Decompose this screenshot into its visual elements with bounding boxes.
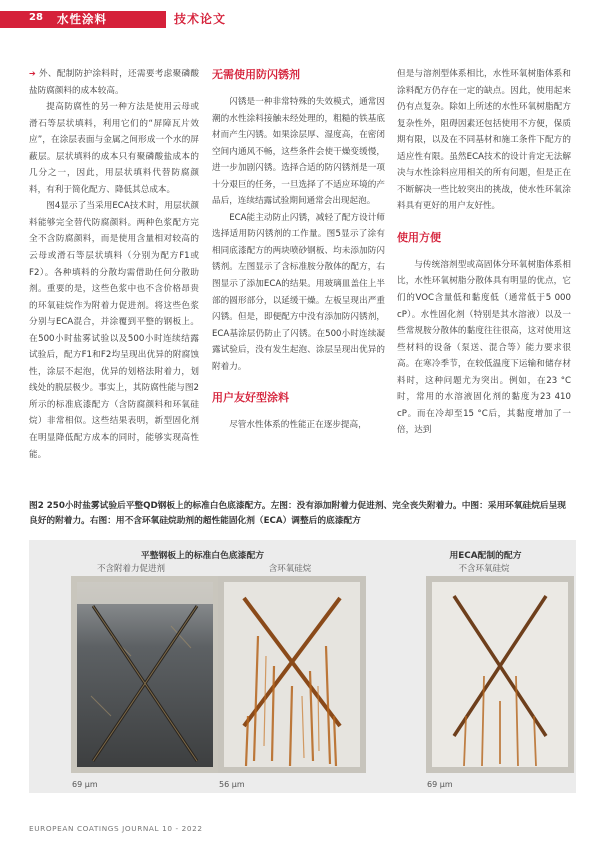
journal-footer: EUROPEAN COATINGS JOURNAL 10 - 2022: [29, 824, 203, 833]
category-label: 技术论文: [174, 12, 227, 26]
article-column-2: [212, 66, 385, 434]
paragraph: 但是与溶剂型体系相比，水性环氧树脂体系和涂料配方仍存在一定的缺点。因此，使用起来仍有点复杂。除如上所述的水性环氧树脂配方复杂性外，阻碍因素还包括使用不方便，保质期有限，以及在不同基材和施工条件下配方的适应性有限。虽然ECA技术的设计肯定无法解决与水性涂料应用相关的所有问题，但是正在不断解决一些比较突出的挑战，使水性环氧涂料具有更好的用户友好性。: [397, 69, 571, 212]
section-heading: 无需使用防闪锈剂: [212, 68, 300, 81]
paragraph: 图4显示了当采用ECA技术时，用层状颜料能够完全替代防腐颜料。两种色浆配方完全不含防腐颜料，而是使用含量相对较高的云母或滑石等层状填料（分别为配方F1或F2）。各种填料的分散均需借助任何分散助剂。重要的是，这些色浆中也不含价格昂贵的环氧硅烷作为附着力促进剂。将这些色浆分别与ECA混合，并涂覆到平整的钢板上。在500小时盐雾试验以及500小时连续结露试验后，配方F1和F2均呈现出优异的附腐蚀性，涂层不起泡，优异的划格法附着力，划线处的脱层极少。事实上，其防腐性能与图2所示的标准底漆配方（含防腐颜料和环氧硅烷）非常相似。这些结果表明，新型固化剂在明显降低配方成本的同时，能够实现高性能。: [29, 201, 199, 460]
test-panel-no-promoter: [71, 576, 219, 773]
article-column-3: [397, 66, 571, 439]
figure-caption: 图2 250小时盐雾试验后平整QD钢板上的标准白色底漆配方。左图：没有添加附着力促进剂、完全丧失附着力。中图：采用环氧硅烷后呈现良好的附着力。右图：用不含环氧硅烷助剂的超性能固化剂（ECA）调整后的底漆配方: [29, 501, 566, 526]
paragraph: 与传统溶剂型或高固体分环氧树脂体系相比，水性环氧树脂分散体具有明显的优点，它们的VOC含量低和黏度低（通常低于5 000 cP）。水性固化剂（特别是其水溶液）以及一些常规胺分散体的黏度往往很高，这对使用这些材料的设备（泵送、混合等）能力要求很高。在寒冷季节，在较低温度下运输和储存材料时，这种问题尤为突出。例如，在23 °C时，常用的水溶液固化剂的黏度为23 410 cP。而在冷却至15 °C后，其黏度增加了一倍，达到: [397, 259, 571, 436]
continuation-arrow-icon: ➔: [29, 69, 36, 78]
paragraph: 提高防腐性的另一种方法是使用云母或滑石等层状填料，利用它们的“屏障瓦片效应”，在涂层表面与金属之间形成一个水的屏蔽层。层状填料的成本只有聚磷酸盐成本的几分之一，因此，用层状填料代替防腐颜料，有利于简化配方、降低其总成本。: [29, 102, 199, 195]
page-number: 28: [29, 12, 43, 23]
coating-thickness: 56 µm: [219, 780, 245, 789]
section-title: 水性涂料: [57, 12, 107, 26]
panel-label: 不含附着力促进剂: [96, 564, 165, 574]
test-panel-image: [71, 576, 219, 773]
paragraph: 闪锈是一种非常特殊的失效模式，通常因潮的水性涂料接触未经处理的，粗糙的铁基底材而产生闪锈。如果涂层厚、湿度高，在密闭空间内通风不畅，这些条件会使干燥变缓慢，进一步加剧闪锈。选择合适的防闪锈剂是一项十分艰巨的任务，一旦选择了不适应环境的产品后，连续结露试验期间通常会出现起泡。: [212, 97, 385, 207]
panel-label: 含环氧硅烷: [268, 564, 312, 574]
coating-thickness: 69 µm: [72, 780, 98, 789]
page-header: [0, 0, 600, 28]
section-heading: 使用方便: [397, 230, 441, 244]
test-panel-eca: [426, 576, 574, 773]
test-panel-image: [426, 576, 574, 773]
paragraph: ➔ 外、配制防护涂料时，还需要考虑聚磷酸盐防腐颜料的成本较高。: [29, 69, 199, 96]
test-panel-image: [218, 576, 366, 773]
article-column-1: [29, 66, 199, 463]
figure-group-title: 用ECA配制的配方: [449, 551, 522, 561]
coating-thickness: 69 µm: [427, 780, 453, 789]
panel-label: 不含环氧硅烷: [458, 564, 510, 574]
test-panel-epoxy-silane: [218, 576, 366, 773]
section-heading: 用户友好型涂料: [212, 391, 289, 405]
figure-group-title: 平整钢板上的标准白色底漆配方: [140, 551, 265, 561]
paragraph: ECA能主动防止闪锈，减轻了配方设计师选择适用防闪锈剂的工作量。图5显示了涂有相同底漆配方的两块喷砂钢板、均未添加防闪锈剂。左图显示了含标准胺分散体的配方，右图显示了添加ECA的结果。用玻璃皿盖住上半部的圆形部分，以延缓干燥。左板呈现出严重闪锈。但是，即便配方中没有添加防闪锈剂，ECA基涂层仍防止了闪锈。在500小时连续凝露试验后，没有发生起泡、涂层呈现出优异的附着力。: [212, 212, 385, 372]
paragraph: 尽管水性体系的性能正在逐步提高，: [229, 420, 367, 431]
